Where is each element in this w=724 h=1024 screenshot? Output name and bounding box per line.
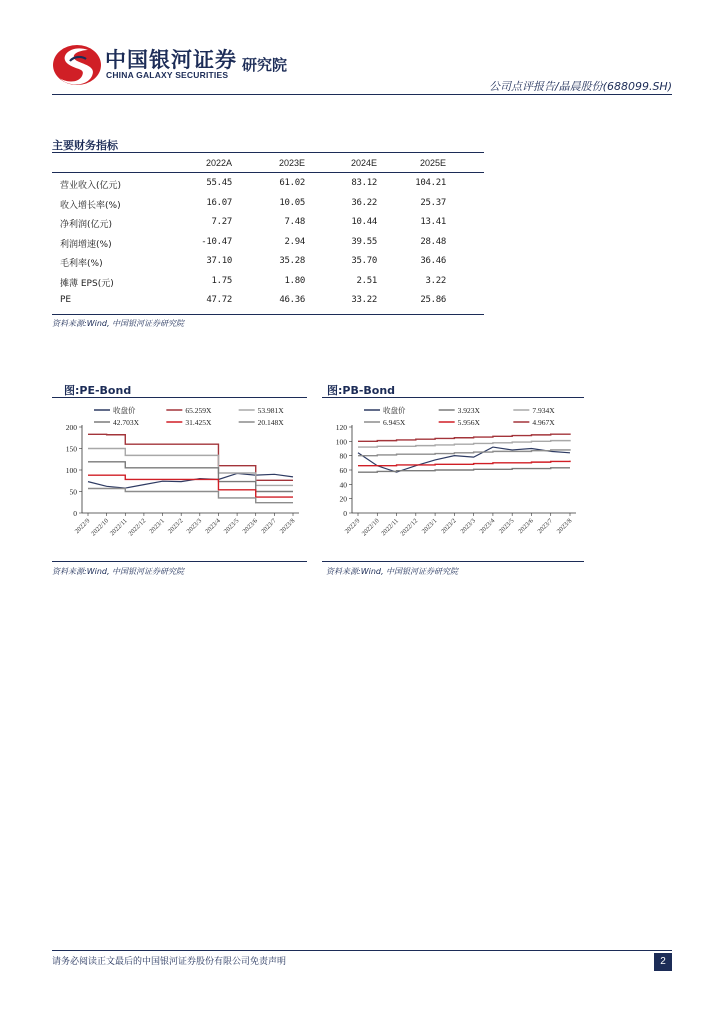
table-cell: 37.10	[206, 256, 232, 266]
x-tick-label: 2023/6	[517, 517, 535, 536]
table-cell: 25.86	[420, 295, 446, 305]
y-tick-label: 80	[339, 451, 347, 461]
x-tick-label: 2023/2	[440, 517, 458, 536]
table-row-label: 营业收入(亿元)	[60, 181, 122, 191]
brand-name-en: CHINA GALAXY SECURITIES	[106, 70, 229, 80]
table-cell: 7.27	[211, 217, 232, 227]
table-bottom-rule	[52, 314, 484, 315]
legend-label: 65.259X	[185, 406, 212, 415]
table-cell: 2.94	[284, 236, 305, 247]
page-number: 2	[654, 953, 672, 971]
x-tick-label: 2023/1	[420, 517, 439, 536]
footer-divider	[52, 950, 672, 951]
financials-title: 主要财务指标	[52, 139, 118, 152]
legend-label: 7.934X	[532, 406, 555, 415]
x-tick-label: 2023/3	[185, 517, 204, 536]
x-tick-label: 2023/7	[260, 517, 278, 536]
table-header-rule	[52, 172, 484, 173]
x-tick-label: 2023/3	[459, 517, 478, 536]
x-tick-label: 2023/8	[278, 517, 297, 536]
series-line-5-956x	[358, 461, 570, 466]
y-tick-label: 0	[73, 509, 77, 518]
table-cell: 1.80	[284, 275, 305, 286]
table-header-2024e: 2024E	[350, 158, 377, 168]
legend-label: 3.923X	[457, 406, 480, 415]
pe-bond-bottom-rule	[52, 561, 307, 562]
table-source: 资料来源:Wind, 中国银河证券研究院	[52, 319, 185, 328]
x-tick-label: 2022/12	[127, 517, 148, 538]
table-cell: 2.51	[356, 275, 377, 286]
table-header-2025e: 2025E	[419, 158, 446, 168]
pe-bond-title: 图:PE-Bond	[64, 384, 132, 397]
x-tick-label: 2023/6	[241, 517, 260, 536]
table-cell: 3.22	[425, 275, 446, 286]
pb-bond-chart	[322, 400, 584, 558]
y-tick-label: 20	[339, 494, 347, 504]
header-divider	[52, 94, 672, 95]
x-tick-label: 2023/4	[478, 517, 497, 536]
table-row-label: 净利润(亿元)	[60, 220, 113, 230]
table-row-label: 收入增长率(%)	[60, 200, 121, 211]
brand-name-cn: 中国银河证券	[105, 48, 237, 72]
table-cell: 7.48	[284, 217, 305, 227]
table-top-rule	[52, 152, 484, 153]
series-line-6-945x	[358, 449, 570, 455]
table-cell: 36.46	[420, 256, 446, 266]
table-cell: 13.41	[420, 217, 446, 227]
table-cell: 46.36	[279, 295, 305, 305]
table-cell: 16.07	[206, 197, 232, 208]
table-cell: 55.45	[206, 178, 232, 188]
table-row-label: 利润增速(%)	[60, 239, 112, 250]
x-tick-label: 2022/11	[108, 517, 129, 538]
y-tick-label: 50	[69, 487, 77, 497]
x-tick-label: 2022/11	[380, 517, 400, 538]
legend-label: 53.981X	[257, 406, 284, 415]
legend-label: 收盘价	[113, 406, 136, 415]
legend-label: 6.945X	[383, 418, 406, 427]
table-cell: 28.48	[420, 236, 446, 247]
x-tick-label: 2023/2	[166, 517, 185, 536]
x-tick-label: 2023/4	[204, 517, 222, 536]
table-cell: 35.28	[279, 256, 305, 266]
y-tick-label: 120	[335, 423, 347, 432]
table-cell: 1.75	[211, 275, 232, 286]
table-cell: 10.05	[279, 197, 305, 208]
legend-label: 20.148X	[257, 418, 284, 427]
table-cell: -10.47	[201, 236, 232, 247]
series-line-20-148x	[88, 488, 293, 502]
table-row-label: PE	[60, 295, 72, 305]
table-cell: 10.44	[351, 217, 377, 227]
y-tick-label: 60	[339, 466, 347, 475]
y-tick-label: 40	[339, 480, 347, 490]
legend-label: 4.967X	[532, 418, 555, 427]
pe-bond-top-rule	[52, 397, 307, 398]
pb-bond-source: 资料来源:Wind, 中国银河证券研究院	[326, 567, 459, 576]
x-tick-label: 2022/10	[90, 517, 111, 538]
table-cell: 47.72	[206, 295, 232, 305]
x-tick-label: 2023/5	[222, 517, 241, 536]
x-tick-label: 2023/5	[497, 517, 516, 536]
table-cell: 25.37	[420, 197, 446, 208]
report-title: 公司点评报告/晶晨股份(688099.SH)	[488, 80, 672, 93]
series-line-65-259x	[88, 434, 293, 480]
table-row-label: 毛利率(%)	[60, 259, 103, 269]
x-tick-label: 2023/1	[148, 517, 166, 536]
institute-name: 研究院	[242, 56, 288, 74]
x-tick-label: 2022/9	[343, 517, 362, 536]
pb-bond-bottom-rule	[322, 561, 584, 562]
y-tick-label: 100	[335, 437, 347, 447]
legend-label: 收盘价	[383, 406, 406, 415]
table-row-label: 摊薄 EPS(元)	[60, 278, 114, 289]
table-header-2023e: 2023E	[278, 158, 305, 168]
x-tick-label: 2023/8	[555, 517, 574, 536]
pe-bond-source: 资料来源:Wind, 中国银河证券研究院	[52, 567, 185, 576]
x-tick-label: 2023/7	[536, 517, 555, 536]
y-tick-label: 200	[65, 423, 77, 432]
table-cell: 104.21	[415, 178, 446, 188]
table-cell: 83.12	[351, 178, 377, 188]
x-tick-label: 2022/12	[399, 517, 420, 538]
x-tick-label: 2022/10	[360, 517, 381, 538]
y-tick-label: 150	[65, 444, 77, 454]
galaxy-logo-icon	[52, 42, 102, 88]
pb-bond-top-rule	[322, 397, 584, 398]
y-tick-label: 0	[343, 509, 347, 518]
y-tick-label: 100	[65, 466, 77, 475]
series-line-4-967x	[358, 433, 570, 441]
legend-label: 31.425X	[185, 418, 212, 427]
table-cell: 61.02	[279, 178, 305, 188]
table-header-2022a: 2022A	[205, 158, 232, 168]
table-cell: 39.55	[351, 236, 377, 247]
legend-label: 5.956X	[457, 418, 480, 427]
disclaimer-text: 请务必阅读正文最后的中国银河证券股份有限公司免责声明	[52, 957, 287, 967]
legend-label: 42.703X	[113, 418, 140, 427]
pb-bond-title: 图:PB-Bond	[327, 384, 396, 397]
pe-bond-chart	[52, 400, 307, 558]
x-tick-label: 2022/9	[73, 517, 92, 536]
table-cell: 36.22	[351, 197, 377, 208]
table-cell: 35.70	[351, 256, 377, 266]
table-cell: 33.22	[351, 295, 377, 305]
